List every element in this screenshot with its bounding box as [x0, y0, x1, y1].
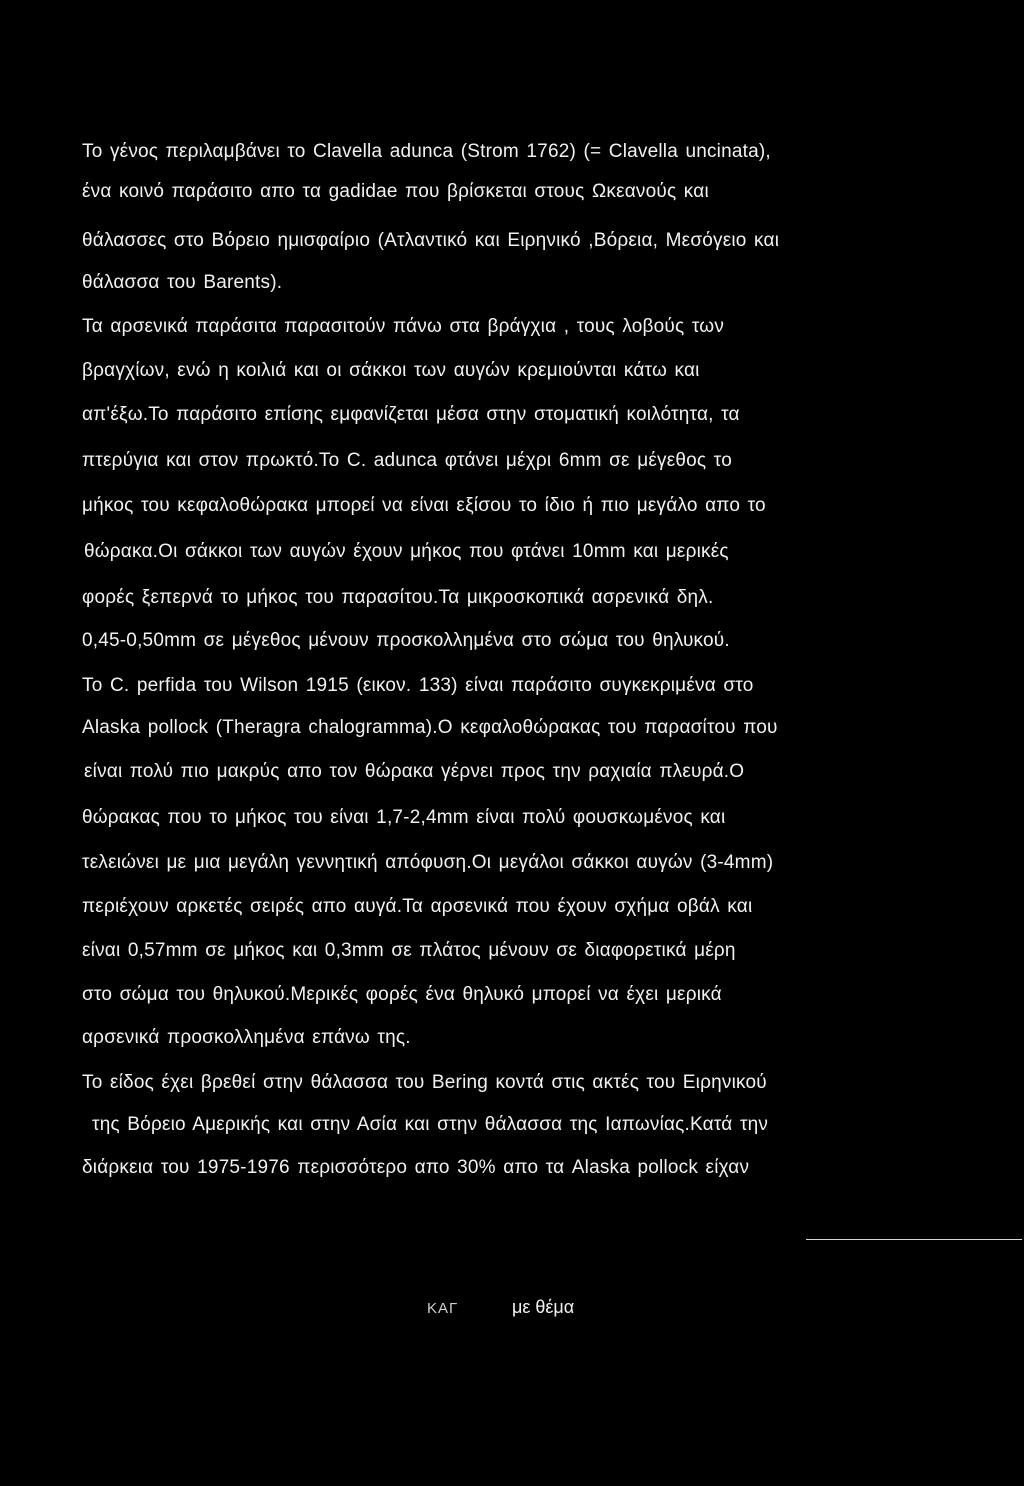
text-line-15: είναι πολύ πιο μακρύς απο τον θώρακα γέρνει προς την ραχιαία πλευρά.Ο	[84, 761, 745, 782]
text-line-3: θάλασσες στο Βόρειο ημισφαίριο (Ατλαντικό και Ειρηνικό ,Βόρεια, Μεσόγειο και	[82, 230, 780, 251]
text-line-5: Τα αρσενικά παράσιτα παρασιτούν πάνω στα βράγχια , τους λοβούς των	[82, 316, 725, 337]
text-line-11: φορές ξεπερνά το μήκος του παρασίτου.Τα μικροσκοπικά ασρενικά δηλ.	[82, 587, 714, 608]
text-line-17: τελειώνει με μια μεγάλη γεννητική απόφυση.Οι μεγάλοι σάκκοι αυγών (3-4mm)	[82, 852, 774, 873]
text-line-2: ένα κοινό παράσιτο απο τα gadidae που βρίσκεται στους Ωκεανούς και	[82, 181, 709, 202]
text-line-9: μήκος του κεφαλοθώρακα μπορεί να είναι εξίσου το ίδιο ή πιο μεγάλο απο το	[82, 495, 766, 516]
text-line-20: στο σώμα του θηλυκού.Μερικές φορές ένα θηλυκό μπορεί να έχει μερικά	[82, 984, 722, 1005]
text-line-22: Το είδος έχει βρεθεί στην θάλασσα του Bering κοντά στις ακτές του Ειρηνικού	[82, 1072, 767, 1093]
footer-text: με θέμα	[512, 1297, 575, 1317]
text-line-4: θάλασσα του Barents).	[82, 272, 283, 293]
text-line-24: διάρκεια του 1975-1976 περισσότερο απο 30% απο τα Alaska pollock είχαν	[82, 1157, 750, 1178]
text-line-14: Alaska pollock (Theragra chalogramma).Ο κεφαλοθώρακας του παρασίτου που	[82, 717, 778, 738]
text-line-10: θώρακα.Οι σάκκοι των αυγών έχουν μήκος που φτάνει 10mm και μερικές	[84, 541, 729, 562]
text-line-23: της Βόρειο Αμερικής και στην Ασία και στην θάλασσα της Ιαπωνίας.Κατά την	[92, 1114, 769, 1135]
footer-rule	[806, 1239, 1022, 1240]
text-line-6: βραγχίων, ενώ η κοιλιά και οι σάκκοι των αυγών κρεμιούνται κάτω και	[82, 360, 700, 381]
text-line-18: περιέχουν αρκετές σειρές απο αυγά.Τα αρσενικά που έχουν σχήμα οβάλ και	[82, 896, 753, 917]
text-line-1: Το γένος περιλαμβάνει το Clavella adunca (Strom 1762) (= Clavella uncinata),	[82, 141, 771, 162]
text-line-7: απ'έξω.Το παράσιτο επίσης εμφανίζεται μέσα στην στοματική κοιλότητα, τα	[82, 404, 740, 425]
text-line-13: Το C. perfida του Wilson 1915 (εικον. 133) είναι παράσιτο συγκεκριμένα στο	[82, 675, 754, 696]
text-line-21: αρσενικά προσκολλημένα επάνω της.	[82, 1027, 411, 1048]
text-line-16: θώρακας που το μήκος του είναι 1,7-2,4mm είναι πολύ φουσκωμένος και	[82, 807, 726, 828]
footer-mark: ΚΑΓ	[427, 1300, 459, 1317]
text-line-12: 0,45-0,50mm σε μέγεθος μένουν προσκολλημένα στο σώμα του θηλυκού.	[82, 630, 730, 651]
text-line-8: πτερύγια και στον πρωκτό.Το C. adunca φτάνει μέχρι 6mm σε μέγεθος το	[82, 450, 732, 471]
text-line-19: είναι 0,57mm σε μήκος και 0,3mm σε πλάτος μένουν σε διαφορετικά μέρη	[82, 940, 736, 961]
